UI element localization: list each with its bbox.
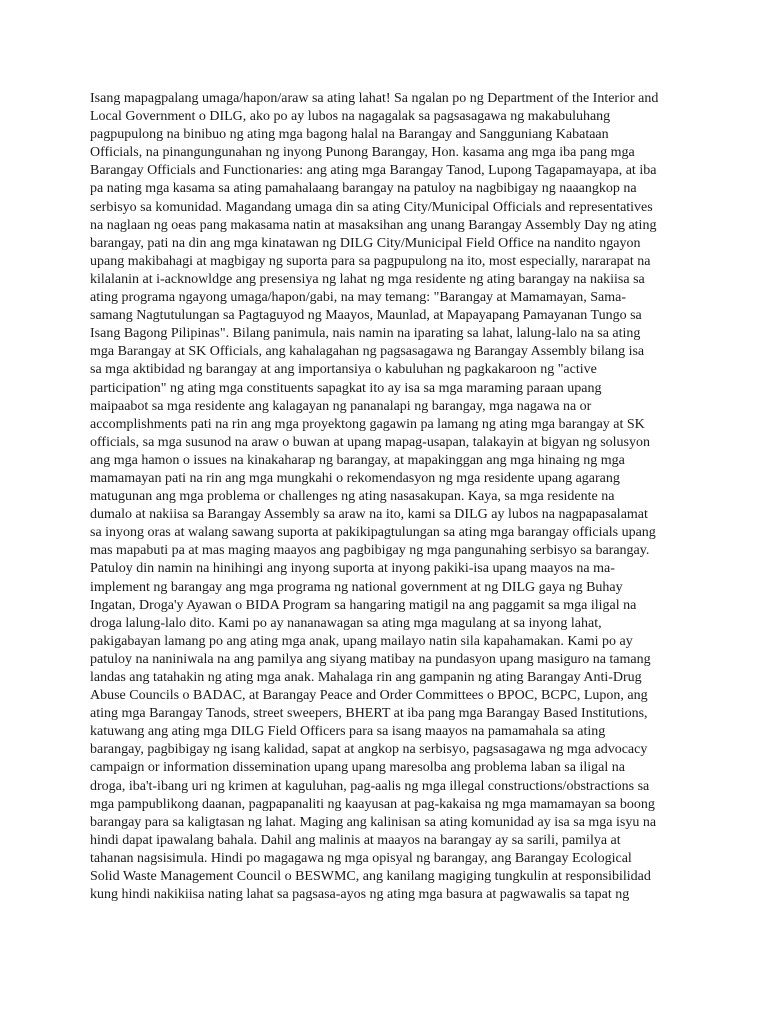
text-line: Ingatan, Droga'y Ayawan o BIDA Program sa hangaring matigil na ang paggamit sa mga iligal na bbox=[90, 597, 637, 613]
text-line: patuloy na naniniwala na ang pamilya ang siyang matibay na pundasyon upang masiguro na tamang bbox=[90, 651, 651, 667]
text-line: officials, sa mga susunod na araw o buwan at upang mapag-usapan, talakayin at bigyan ng solusyon bbox=[90, 434, 650, 450]
text-line: barangay, pati na din ang mga kinatawan ng DILG City/Municipal Field Office na nandito ngayon bbox=[90, 235, 641, 251]
text-line: Isang mapagpalang umaga/hapon/araw sa ating lahat! Sa ngalan po ng Department of the Interior and bbox=[90, 91, 659, 106]
text-line: ating mga Barangay Tanods, street sweepers, BHERT at iba pang mga Barangay Based Institutions, bbox=[90, 706, 648, 722]
text-line: kilalanin at i-acknowldge ang presensiya ng lahat ng mga residente ng ating barangay na nakiisa sa bbox=[90, 271, 645, 287]
text-line: Patuloy din namin na hinihingi ang inyong suporta at inyong pakiki-isa upang maayos na ma- bbox=[90, 561, 615, 577]
text-line: matugunan ang mga problema or challenges ng ating nasasakupan. Kaya, sa mga residente na bbox=[90, 489, 615, 505]
text-line: dumalo at nakiisa sa Barangay Assembly sa araw na ito, kami sa DILG ay lubos na nagpapasalamat bbox=[90, 507, 648, 523]
text-line: accomplishments pati na rin ang mga proyektong gagawin pa lamang ng ating mga barangay at SK bbox=[90, 416, 645, 432]
text-line: upang makibahagi at magbigay ng suporta para sa pagpupulong na ito, most especially, nararapat na bbox=[90, 253, 651, 269]
text-line: barangay, pagbibigay ng isang kalidad, sapat at angkop na serbisyo, pagsasagawa ng mga advocacy bbox=[90, 742, 648, 758]
text-line: kung hindi nakikiisa nating lahat sa pagsasa-ayos ng ating mga basura at pagwawalis sa tapat ng bbox=[90, 887, 630, 903]
text-line: Local Government o DILG, ako po ay lubos na nagagalak sa pagsasagawa ng makabuluhang bbox=[90, 109, 611, 125]
text-line: maipaabot sa mga residente ang kalagayan ng pananalapi ng barangay, mga nagawa na or bbox=[90, 398, 592, 414]
body-paragraph bbox=[90, 90, 690, 904]
text-line: Officials, na pinangungunahan ng inyong Punong Barangay, Hon. kasama ang mga iba pang mga bbox=[90, 145, 635, 161]
text-line: mamamayan pati na rin ang mga mungkahi o rekomendasyon ng mga residente upang agarang bbox=[90, 470, 620, 486]
text-line: mas mapabuti pa at mas maging maayos ang pagbibigay ng mga pangunahing serbisyo sa barangay. bbox=[90, 543, 650, 559]
text-line: landas ang tatahakin ng ating mga anak. Mahalaga rin ang gampanin ng ating Barangay Anti-Drug bbox=[90, 670, 642, 685]
text-line: sa inyong oras at walang sawang suporta at pakikipagtulungan sa ating mga barangay officials upang bbox=[90, 525, 656, 541]
text-line: serbisyo sa komunidad. Magandang umaga din sa ating City/Municipal Officials and representatives bbox=[90, 199, 653, 215]
text-line: Isang Bagong Pilipinas". Bilang panimula, nais namin na iparating sa lahat, lalung-lalo na sa ating bbox=[90, 326, 641, 342]
text-line: pakigabayan lamang po ang ating mga anak, upang mailayo natin sila kapahamakan. Kami po ay bbox=[90, 633, 633, 649]
text-line: implement ng barangay ang mga programa ng national government at ng DILG gaya ng Buhay bbox=[90, 579, 623, 595]
text-line: mga pampublikong daanan, pagpapanaliti ng kaayusan at pag-kakaisa ng mga mamamayan sa boong bbox=[90, 796, 655, 812]
text-line: participation" ng ating mga constituents sapagkat ito ay isa sa mga maraming paraan upang bbox=[90, 380, 602, 396]
text-line: hindi dapat ipawalang bahala. Dahil ang malinis at maayos na barangay ay sa sarili, pamilya at bbox=[90, 832, 621, 848]
text-line: samang Nagtutulungan sa Pagtaguyod ng Maayos, Maunlad, at Mapayapang Pamayanan Tungo sa bbox=[90, 308, 642, 324]
text-line: droga, iba't-ibang uri ng krimen at kaguluhan, pag-aalis ng mga illegal constructions/obstractions sa bbox=[90, 778, 650, 794]
text-line: sa mga aktibidad ng barangay at ang importansiya o kabuluhan ng pagkakaroon ng "active bbox=[90, 362, 597, 378]
text-line: mga Barangay at SK Officials, ang kahalagahan ng pagsasagawa ng Barangay Assembly bilang isa bbox=[90, 344, 645, 360]
text-line: pagpupulong na binibuo ng ating mga bagong halal na Barangay and Sangguniang Kabataan bbox=[90, 127, 609, 143]
text-line: Solid Waste Management Council o BESWMC, ang kanilang magiging tungkulin at responsibilidad bbox=[90, 869, 651, 885]
text-line: ang mga hamon o issues na kinakaharap ng barangay, at mapakinggan ang mga hinaing ng mga bbox=[90, 452, 625, 468]
text-line: ating programa ngayong umaga/hapon/gabi, na may temang: "Barangay at Mamamayan, Sama- bbox=[90, 290, 626, 306]
text-line: Barangay Officials and Functionaries: ang ating mga Barangay Tanod, Lupong Tagapamayapa, at iba bbox=[90, 163, 657, 179]
text-line: Abuse Councils o BADAC, at Barangay Peace and Order Committees o BPOC, BCPC, Lupon, ang bbox=[90, 688, 648, 704]
text-line: droga lalung-lalo dito. Kami po ay nananawagan sa ating mga magulang at sa inyong lahat, bbox=[90, 615, 602, 631]
text-line: pa nating mga kasama sa ating pamahalaang barangay na patuloy na nagbibigay ng naaangkop na bbox=[90, 181, 637, 197]
text-line: katuwang ang ating mga DILG Field Officers para sa isang maayos na pamamahala sa ating bbox=[90, 724, 606, 740]
text-line: campaign or information dissemination upang upang maresolba ang problema laban sa iligal na bbox=[90, 760, 625, 776]
text-line: barangay para sa kaligtasan ng lahat. Maging ang kalinisan sa ating komunidad ay isa sa mga isyu na bbox=[90, 814, 657, 830]
text-line: tahanan nagsisimula. Hindi po magagawa ng mga opisyal ng barangay, ang Barangay Ecological bbox=[90, 850, 632, 866]
text-line: na naglaan ng oeas pang makasama natin at masaksihan ang unang Barangay Assembly Day ng ating bbox=[90, 217, 657, 233]
